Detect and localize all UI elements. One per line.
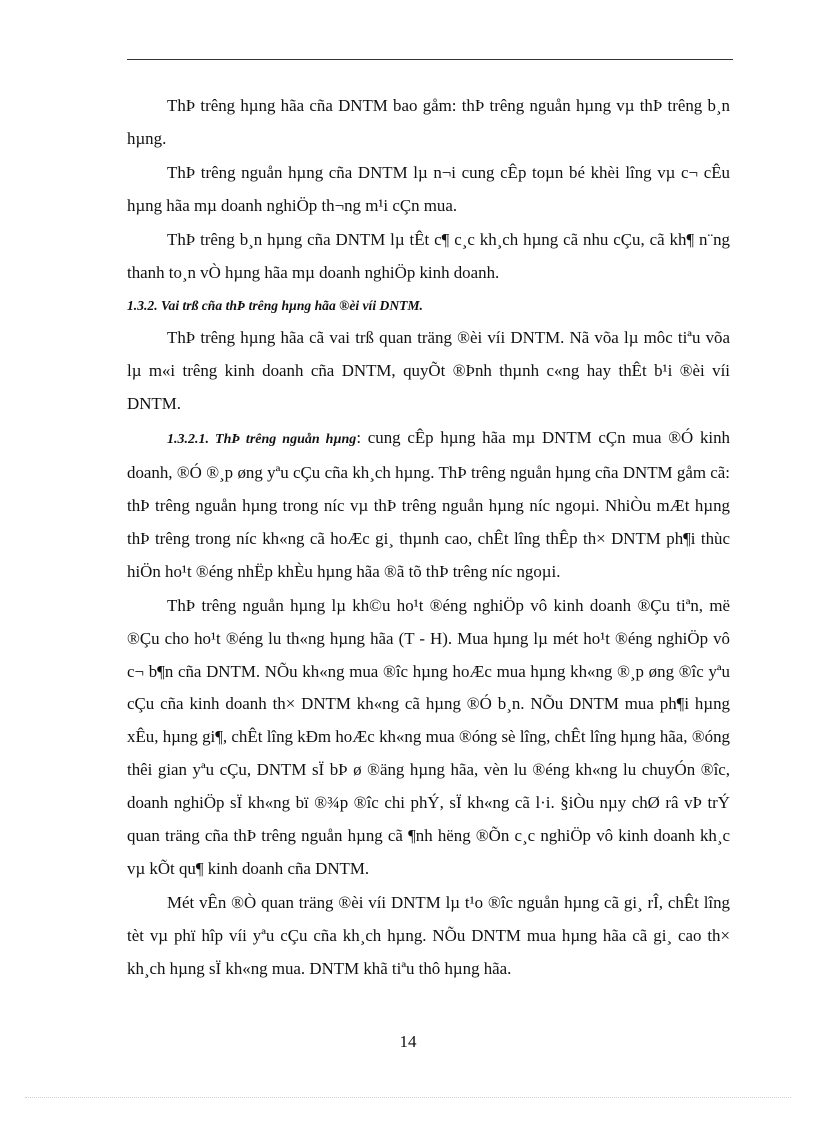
sub-heading-1-3-2-1: 1.3.2.1. ThÞ trêng nguån hµng <box>167 432 357 448</box>
paragraph-market-role: ThÞ trêng hµng hãa cã vai trß quan träng ®èi víi DNTM. Nã võa lµ môc tiªu võa lµ m«i trêng kinh doanh cña DNTM, quyÕt ®Þnh thµnh c«ng hay thÊt b¹i ®èi víi DNTM. <box>127 328 730 414</box>
paragraph-supply-market: ThÞ trêng nguån hµng cña DNTM lµ n¬i cung cÊp toµn bé khèi lîng vµ c¬ cÊu hµng hãa mµ doanh nghiÖp th¬ng m¹i cÇn mua. <box>127 162 730 215</box>
document-body <box>127 90 730 987</box>
paragraph-supply-source <box>127 422 730 589</box>
header-rule <box>127 59 733 60</box>
section-heading-1-3-2: 1.3.2. Vai trß cña thÞ trêng hµng hãa ®èi víi DNTM. <box>127 298 423 314</box>
paragraph-sales-market: ThÞ trêng b¸n hµng cña DNTM lµ tÊt c¶ c¸c kh¸ch hµng cã nhu cÇu, cã kh¶ n¨ng thanh to¸n vÒ hµng hãa mµ doanh nghiÖp kinh doanh. <box>127 229 730 282</box>
page-bottom-border <box>25 1097 791 1098</box>
paragraph-sourcing-issue: Mét vÊn ®Ò quan träng ®èi víi DNTM lµ t¹o ®îc nguån hµng cã gi¸ rÎ, chÊt lîng tèt vµ phï hîp víi yªu cÇu cña kh¸ch hµng. NÕu DNTM mua hµng hãa cã gi¸ cao th× kh¸ch hµng sÏ kh«ng mua. DNTM khã tiªu thô hµng hãa. <box>127 892 730 978</box>
paragraph-purchasing: ThÞ trêng nguån hµng lµ kh©u ho¹t ®éng nghiÖp vô kinh doanh ®Çu tiªn, më ®Çu cho ho¹t ®éng lu th«ng hµng hãa (T - H). Mua hµng lµ mét ho¹t ®éng nghiÖp vô c¬ b¶n cña DNTM. NÕu kh«ng mua ®îc hµng hoÆc mua hµng kh«ng ®¸p øng ®îc yªu cÇu cña kinh doanh th× DNTM kh«ng cã hµng ®Ó b¸n. NÕu DNTM mua ph¶i hµng xÊu, hµng gi¶, chÊt lîng kÐm hoÆc kh«ng mua ®óng sè lîng, chÊt lîng hµng hãa, ®óng thêi gian yªu cÇu, DNTM sÏ bÞ ø ®äng hµng hãa, vèn lu ®éng kh«ng lu chuyÓn ®îc, doanh nghiÖp sÏ kh«ng bï ®¾p ®îc chi phÝ, sÏ kh«ng cã l·i. §iÒu nµy chØ râ vÞ trÝ quan träng cña thÞ trêng nguån hµng cã ¶nh hëng ®Õn c¸c nghiÖp vô kinh doanh kh¸c vµ kÕt qu¶ kinh doanh cña DNTM. <box>127 595 730 878</box>
sub-heading-text: : cung cÊp hµng hãa mµ DNTM cÇn mua ®Ó kinh doanh, ®Ó ®¸p øng yªu cÇu cña kh¸ch hµng. ThÞ trêng nguån hµng cña DNTM gåm cã: thÞ trêng nguån hµng trong níc vµ thÞ trêng nguån hµng níc ngoµi. NhiÒu mÆt hµng thÞ trêng trong níc kh«ng cã hoÆc gi¸ thµnh cao, chÊt lîng thÊp th× DNTM ph¶i thùc hiÖn ho¹t ®éng nhËp khÈu hµng hãa ®ã tõ thÞ trêng níc ngoµi. <box>127 428 730 581</box>
page-number: 14 <box>399 1032 417 1051</box>
paragraph-market-types: ThÞ trêng hµng hãa cña DNTM bao gåm: thÞ trêng nguån hµng vµ thÞ trêng b¸n hµng. <box>127 96 730 148</box>
